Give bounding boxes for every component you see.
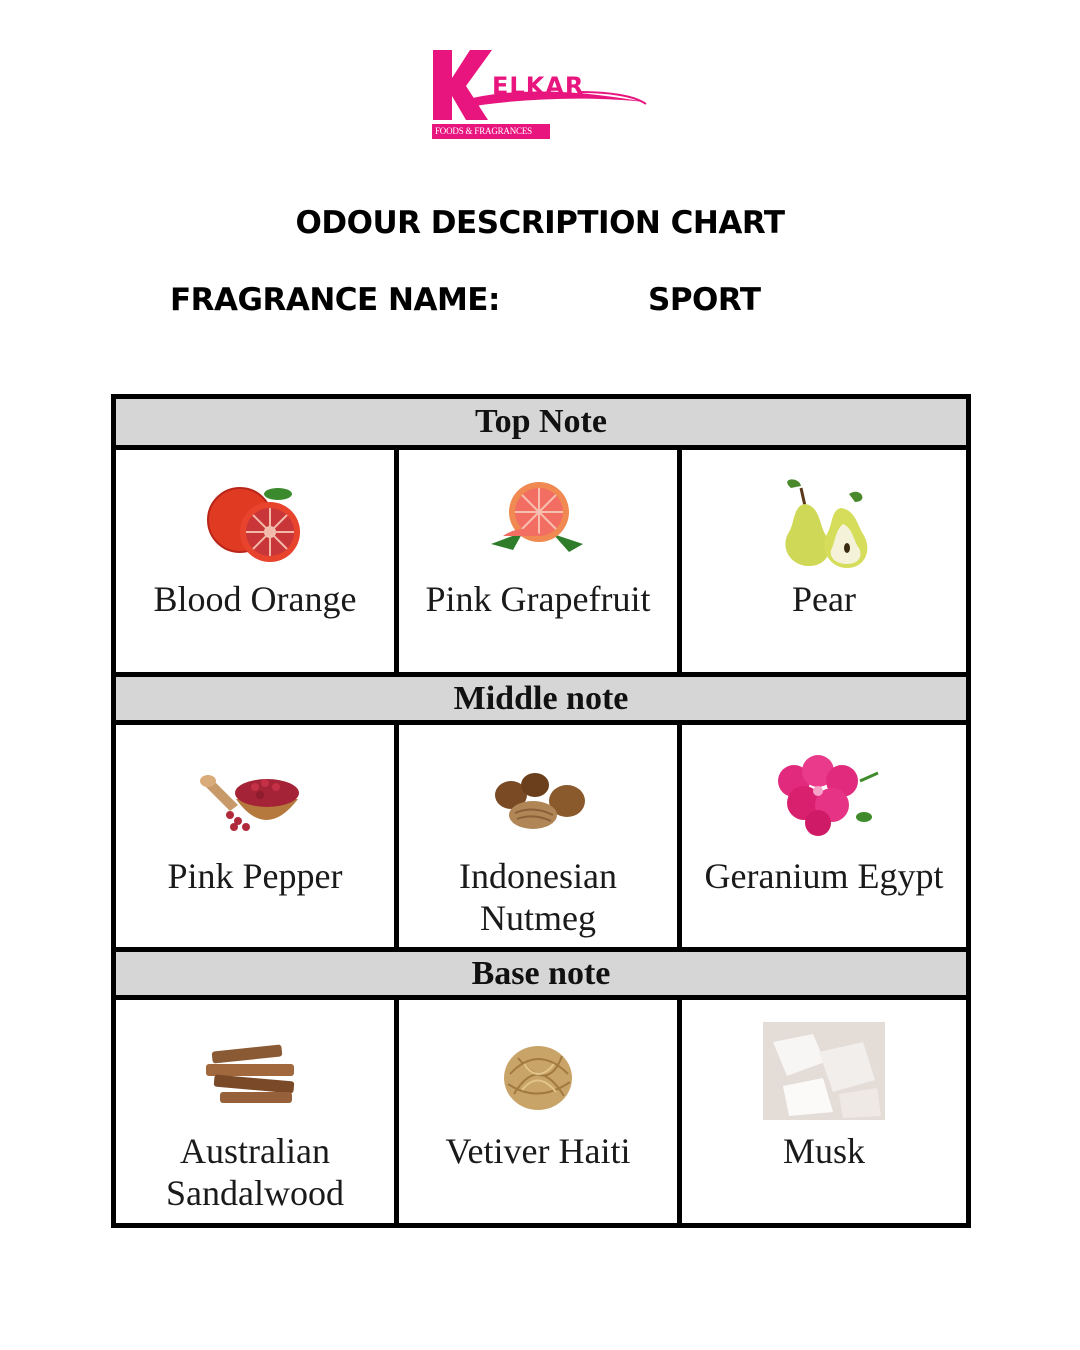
fragrance-name-label: FRAGRANCE NAME:: [170, 282, 500, 318]
note-cell: [399, 450, 677, 672]
geranium-image: [764, 751, 884, 841]
odour-table: [111, 394, 971, 1228]
blood-orange-image: [200, 480, 310, 570]
note-cell: [682, 450, 966, 672]
note-cell: [116, 450, 394, 672]
musk-image: [763, 1022, 885, 1120]
sandalwood-image: [200, 1040, 310, 1110]
note-cell: [682, 1000, 966, 1223]
note-name: Blood Orange: [153, 579, 357, 619]
note-cell: [682, 725, 966, 947]
pink-grapefruit-image: [483, 478, 593, 558]
logo-tagline: FOODS & FRAGRANCES: [432, 124, 550, 139]
base-note-heading: Base note: [116, 952, 966, 995]
pink-pepper-image: [200, 765, 310, 845]
chart-title: ODOUR DESCRIPTION CHART: [295, 205, 785, 241]
note-name: Pink Grapefruit: [425, 579, 651, 619]
note-name: Australian: [180, 1131, 330, 1171]
note-name: Indonesian: [459, 856, 617, 896]
note-name: Geranium Egypt: [704, 856, 944, 896]
note-cell: [399, 725, 677, 947]
note-cell: [116, 725, 394, 947]
note-name-line2: Sandalwood: [166, 1173, 344, 1213]
note-cell: [116, 1000, 394, 1223]
pear-image: [769, 474, 879, 574]
note-name-line2: Nutmeg: [480, 898, 596, 938]
svg-text:ELKAR: ELKAR: [492, 72, 585, 100]
note-cell: [399, 1000, 677, 1223]
note-name: Pink Pepper: [167, 856, 343, 896]
top-note-heading: Top Note: [116, 399, 966, 445]
note-name: Pear: [792, 579, 856, 619]
fragrance-name-value: SPORT: [648, 282, 761, 318]
note-name: Musk: [782, 1131, 866, 1171]
note-name: Vetiver Haiti: [445, 1131, 631, 1171]
nutmeg-image: [483, 765, 593, 835]
vetiver-image: [488, 1034, 588, 1114]
middle-note-heading: Middle note: [116, 677, 966, 720]
